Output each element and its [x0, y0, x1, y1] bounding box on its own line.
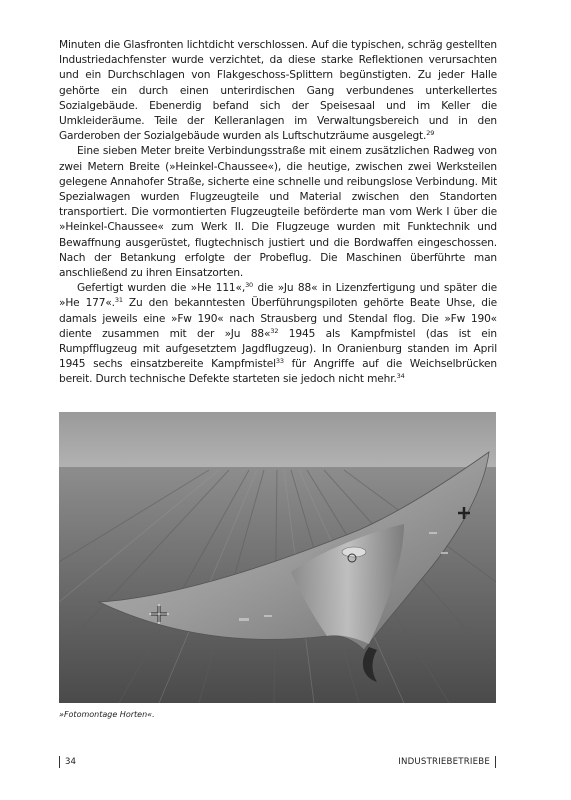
running-section-title: INDUSTRIEBETRIEBE	[398, 757, 490, 767]
body-text	[59, 38, 497, 388]
footer-left	[59, 756, 76, 768]
footer-rule-right	[495, 756, 496, 768]
photo-montage-image	[59, 412, 496, 703]
paragraph-2: Eine sieben Meter breite Verbindungsstraße mit einem zusätzlichen Radweg von zwei Metern Breite (»Heinkel-Chaussee«), die heutige, zwischen zwei Werksteilen gelegene Annahofer Straße, sicherte eine schnelle und reibungslose Verbindung. Mit Spezialwagen wurden Flugzeugteile und Material zwischen den Standorten transportiert. Die vormontierten Flugzeugteile beförderte man vom Werk I über die »Heinkel-Chaussee« zum Werk II. Die Flugzeuge wurden mit Funktechnik und Bewaffnung ausgerüstet, flugtechnisch justiert und die Bordwaffen eingeschossen. Nach der Betankung erfolgte der Probeflug. Die Maschinen überführte man anschließend zu ihren Einsatzorten.	[59, 145, 497, 280]
footer-right	[398, 756, 496, 768]
photo-montage	[59, 412, 496, 703]
page-number: 34	[65, 757, 76, 767]
footnote-ref-30[interactable]: 30	[245, 281, 254, 290]
footnote-ref-33[interactable]: 33	[275, 357, 284, 366]
footnote-ref-32[interactable]: 32	[270, 326, 279, 335]
figure-caption: »Fotomontage Horten«.	[59, 710, 155, 719]
footnote-ref-31[interactable]: 31	[114, 296, 123, 305]
paragraph-3: Gefertigt wurden die »He 111«,$^{30}$ die »Ju 88« in Lizenzfertigung und später die »He 177«.$^{31}$ Zu den bekanntesten Überführungspiloten gehörte Beate Uhse, die damals jeweils eine »Fw 190« nach Strausberg und Stendal flog. Die »Fw 190« diente zusammen mit der »Ju 88«$^{32}$ 1945 als Kampfmistel (das ist ein Rumpfflugzeug mit aufgesetztem Jagdflugzeug). In Oranienburg standen im April 1945 sechs einsatzbereite Kampfmistel$^{33}$ für Angriffe auf die Weichselbrücken bereit. Durch technische Defekte starteten sie jedoch nicht mehr.$^{34}$	[59, 281, 498, 386]
footnote-ref-29[interactable]: 29	[426, 129, 435, 138]
footer-rule-left	[59, 756, 60, 768]
footnote-ref-34[interactable]: 34	[396, 372, 405, 381]
paragraph-1: Minuten die Glasfronten lichtdicht verschlossen. Auf die typischen, schräg gestellten Industriedachfenster wurde verzichtet, da diese starke Reflektionen verursachten und ein Durchschlagen von Flakgeschoss-Splittern begünstigten. Zu jeder Halle gehörte ein durch einen unterirdischen Gang verbundenes unterkellertes Sozialgebäude. Ebenerdig befand sich der Speisesaal und im Keller die Umkleideräume. Teile der Kelleranlagen im Verwaltungsbereich und in den Garderoben der Sozialgebäude wurden als Luftschutzräume ausgelegt.$^{29}$	[59, 39, 497, 143]
